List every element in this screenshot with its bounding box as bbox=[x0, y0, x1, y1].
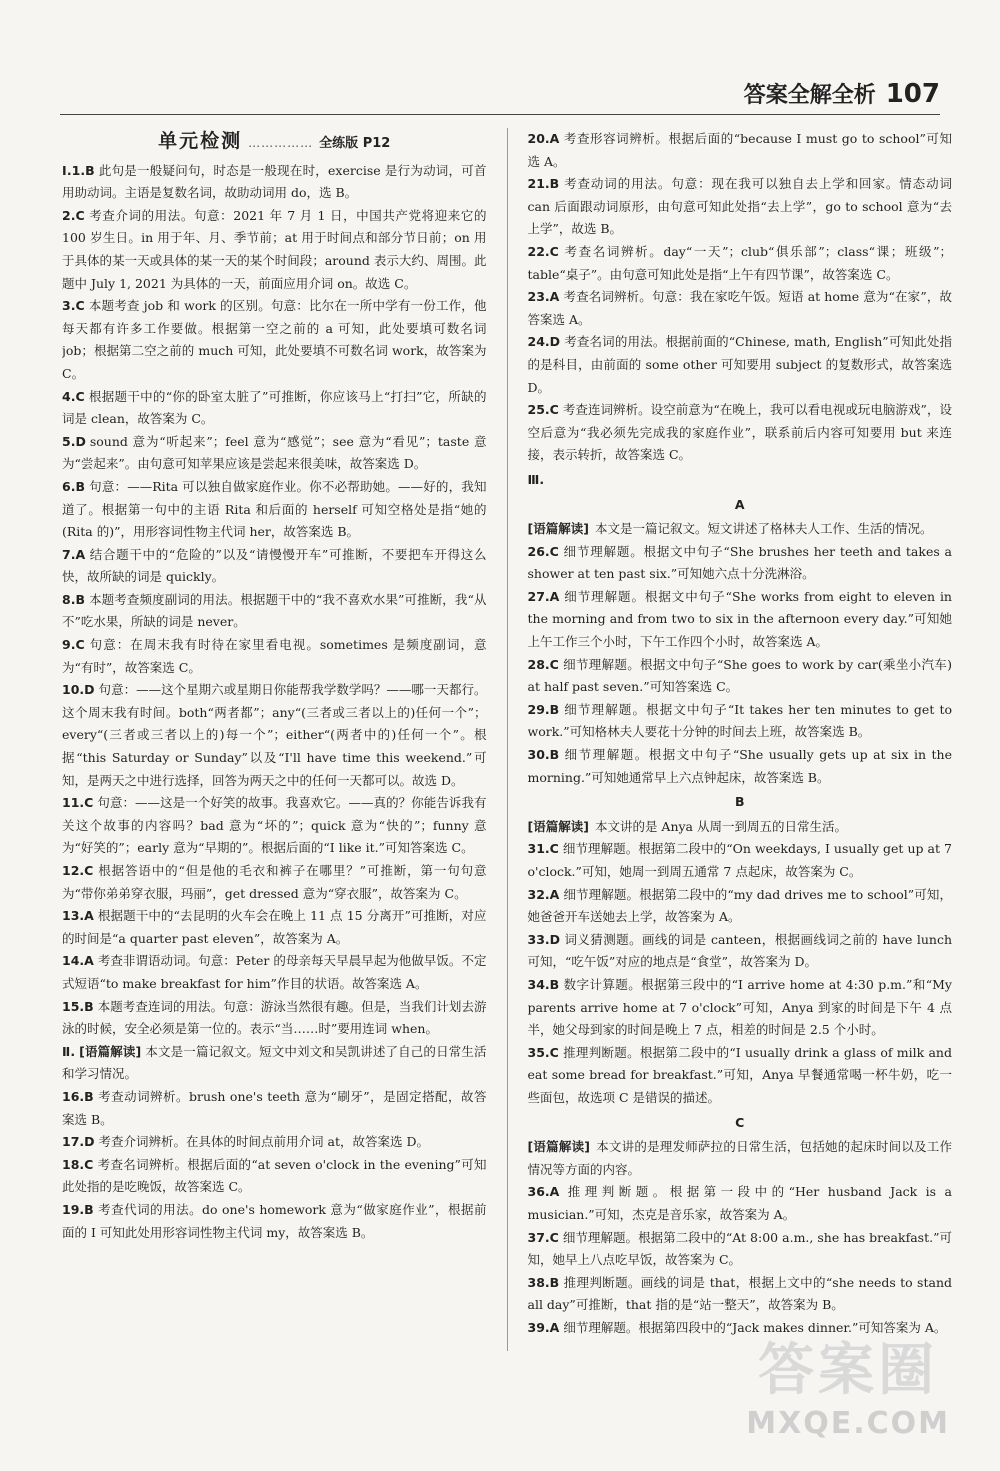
answer-number: 13.A bbox=[62, 908, 94, 924]
watermark-url: MXQE.COM bbox=[746, 1406, 950, 1441]
passage-b-label: B bbox=[734, 794, 745, 810]
answer-text: 考查形容词辨析。根据后面的“because I must go to school”可知选 A。 bbox=[527, 131, 952, 169]
answer-text: 根据题干中的“你的卧室太脏了”可推断，你应该马上“打扫”它，所缺的词是 clean，故答案为 C。 bbox=[62, 388, 487, 427]
answer-entry bbox=[528, 331, 953, 399]
answer-text: 考查连词辨析。设空前意为“在晚上，我可以看电视或玩电脑游戏”，设空后意为“我必须先完成我的家庭作业”，联系前后内容可知要用 but 来连接，表示转折，故答案选 C。 bbox=[527, 402, 952, 463]
answer-number: 19.B bbox=[62, 1201, 94, 1217]
answer-entry bbox=[528, 838, 953, 883]
answer-text: 词义猜测题。画线的词是 canteen，根据画线词之前的 have lunch 可知，“吃午饭”对应的地点是“食堂”，故答案为 D。 bbox=[527, 931, 952, 970]
answer-text: 细节理解题。根据文中句子“She goes to work by car(乘坐小汽车) at half past seven.”可知答案选 C。 bbox=[527, 656, 952, 695]
answer-number: 28.C bbox=[527, 656, 559, 672]
answer-text: sound 意为“听起来”；feel 意为“感觉”；see 意为“看见”；taste 意为“尝起来”。由句意可知苹果应该是尝起来很美味，故答案选 D。 bbox=[62, 433, 487, 472]
section-heading bbox=[62, 130, 487, 156]
section-title: 单元检测 bbox=[158, 130, 243, 152]
answer-text: 细节理解题。根据第二段中的“my dad drives me to school”可知，她爸爸开车送她去上学，故答案为 A。 bbox=[527, 886, 952, 925]
answer-text: 考查介词的用法。句意：2021 年 7 月 1 日，中国共产党将迎来它的 100 岁生日。in 用于年、月、季节前；at 用于时间点和部分节日前；on 用于具体的某一天或具体的某一天的某个时间段；around 表示大约、周围。此题中 July 1, 2021 为具体的一天，前面应用介词 on。故选 C。 bbox=[62, 207, 487, 291]
answer-entry bbox=[62, 160, 487, 205]
answer-number: 15.B bbox=[62, 998, 94, 1014]
answer-entry bbox=[528, 399, 953, 467]
section-ref: 全练版 P12 bbox=[319, 136, 391, 151]
answer-number: 25.C bbox=[527, 402, 559, 418]
right-top-entries bbox=[528, 128, 953, 467]
answer-number: 8.B bbox=[62, 591, 85, 607]
answer-number: 29.B bbox=[527, 701, 560, 717]
analysis-a-text: 本文是一篇记叙文。短文讲述了格林夫人工作、生活的情况。 bbox=[594, 521, 933, 537]
answer-text: 句意：——Rita 可以独自做家庭作业。你不必帮助她。——好的，我知道了。根据第一句中的主语 Rita 和后面的 herself 可知空格处是指“她的(Rita 的)”，用形容词性物主代词 her，故答案选 B。 bbox=[62, 478, 487, 540]
answer-text: 细节理解题。根据文中句子“It takes her ten minutes to get to work.”可知格林夫人要花十分钟的时间去上班，故答案选 B。 bbox=[527, 701, 952, 740]
answer-text: 细节理解题。根据文中句子“She works from eight to eleven in the morning and from two to six in the afternoon every day.”可知她上午工作三个小时，下午工作四个小时，故答案选 A。 bbox=[527, 588, 952, 650]
answer-text: 数字计算题。根据第三段中的“I arrive home at 4:30 p.m.”和“My parents arrive home at 7 o'clock”可知，Anya 到家的时间是下午 4 点半，她父母到家的时间是晚上 7 点，相差的时间是 2.5 个小时。 bbox=[527, 976, 952, 1038]
answer-number: 34.B bbox=[527, 976, 560, 992]
analysis-c-text: 本文讲的是理发师萨拉的日常生活，包括她的起床时间以及工作情况等方面的内容。 bbox=[527, 1139, 952, 1177]
answer-number: 3.C bbox=[62, 298, 85, 314]
answer-number: 33.D bbox=[527, 931, 561, 947]
answer-entry bbox=[528, 128, 953, 173]
answer-number: 27.A bbox=[527, 588, 560, 604]
answer-entry bbox=[528, 929, 953, 974]
answer-text: 考查名词的用法。根据前面的“Chinese, math, English”可知此处指的是科目，由前面的 some other 可知要用 subject 的复数形式，故答案选 D。 bbox=[527, 334, 952, 395]
answer-entry bbox=[62, 996, 487, 1041]
answer-number: Ⅰ.1.B bbox=[62, 162, 95, 178]
answer-text: 推理判断题。根据第二段中的“I usually drink a glass of milk and eat some bread for breakfast.”可知，Anya 早餐通常喝一杯牛奶，吃一些面包，故选项 C 是错误的描述。 bbox=[527, 1044, 952, 1105]
analysis-b bbox=[528, 816, 953, 839]
answer-entry bbox=[62, 792, 487, 860]
answer-text: 推理判断题。画线的词是 that，根据上文中的“she needs to stand all day”可推断，that 指的是“站一整天”，故答案为 B。 bbox=[527, 1274, 952, 1313]
answer-entry bbox=[62, 589, 487, 634]
answer-number: 22.C bbox=[527, 243, 559, 259]
answer-entry bbox=[528, 1181, 953, 1226]
page-number: 107 bbox=[885, 79, 940, 109]
answer-number: 26.C bbox=[527, 543, 559, 559]
answer-text: 考查动词辨析。brush one's teeth 意为“刷牙”，是固定搭配，故答案选 B。 bbox=[62, 1088, 487, 1127]
answer-entry bbox=[62, 1199, 487, 1244]
answer-text: 细节理解题。根据文中句子“She usually gets up at six in the morning.”可知她通常早上六点钟起床，故答案选 B。 bbox=[527, 747, 952, 785]
answer-number: 11.C bbox=[62, 795, 94, 811]
answer-text: 根据答语中的“但是他的毛衣和裤子在哪里？”可推断，第一句句意为“带你弟弟穿衣服，玛丽”，get dressed 意为“穿衣服”，故答案为 C。 bbox=[62, 863, 487, 901]
answer-entry bbox=[62, 905, 487, 950]
left-entries bbox=[62, 160, 487, 1245]
answer-text: 根据题干中的“去昆明的火车会在晚上 11 点 15 分离开”可推断，对应的时间是“a quarter past eleven”，故答案为 A。 bbox=[62, 908, 487, 946]
answer-text: 考查非谓语动词。句意：Peter 的母亲每天早晨早起为他做早饭。不定式短语“to make breakfast for him”作目的状语。故答案选 A。 bbox=[62, 953, 487, 991]
answer-entry bbox=[62, 544, 487, 589]
answer-number: 21.B bbox=[527, 176, 560, 192]
answer-text: 此句是一般疑问句，时态是一般现在时，exercise 是行为动词，可首用助动词。主语是复数名词，故助动词用 do，选 B。 bbox=[62, 162, 487, 201]
answer-number: 7.A bbox=[62, 546, 86, 562]
right-column bbox=[528, 128, 953, 1351]
passage-analysis-tag: [语篇解读] bbox=[79, 1043, 142, 1059]
passage-b-entries bbox=[528, 838, 953, 1109]
answer-text: 考查介词辨析。在具体的时间点前用介词 at，故答案选 D。 bbox=[98, 1134, 429, 1150]
header-rule bbox=[60, 114, 940, 115]
analysis-b-text: 本文讲的是 Anya 从周一到周五的日常生活。 bbox=[594, 818, 847, 834]
answer-entry bbox=[62, 386, 487, 431]
passage-a-label: A bbox=[734, 496, 745, 512]
answer-number: 18.C bbox=[62, 1156, 94, 1172]
answer-entry bbox=[62, 476, 487, 544]
answer-entry bbox=[528, 286, 953, 331]
answer-number: 16.B bbox=[62, 1088, 94, 1104]
answer-number: 23.A bbox=[527, 289, 560, 305]
answer-text: 本文是一篇记叙文。短文中刘文和吴凯讲述了自己的日常生活和学习情况。 bbox=[62, 1043, 487, 1082]
answer-text: 考查名词辨析。day“一天”；club“俱乐部”；class“课；班级”；table“桌子”。由句意可知此处是指“上午有四节课”，故答案选 C。 bbox=[527, 243, 952, 282]
answer-number: 17.D bbox=[62, 1134, 95, 1150]
answer-entry bbox=[528, 1227, 953, 1272]
answer-number: 35.C bbox=[527, 1044, 559, 1060]
column-divider bbox=[507, 128, 508, 1351]
left-column bbox=[62, 128, 487, 1351]
answer-entry bbox=[62, 1154, 487, 1199]
answer-entry bbox=[528, 884, 953, 929]
answer-text: 本题考查连词的用法。句意：游泳当然很有趣。但是，当我们计划去游泳的时候，安全必须是第一位的。表示“当……时”要用连词 when。 bbox=[62, 998, 487, 1037]
header-title: 答案全解全析 bbox=[743, 83, 876, 108]
answer-entry bbox=[528, 1272, 953, 1317]
answer-entry bbox=[528, 974, 953, 1042]
answer-number: 24.D bbox=[527, 334, 561, 350]
page-header bbox=[744, 78, 940, 109]
answer-number: 36.A bbox=[527, 1184, 560, 1200]
analysis-a-tag: [语篇解读] bbox=[527, 521, 589, 537]
answer-entry bbox=[62, 679, 487, 792]
watermark bbox=[746, 1326, 950, 1441]
passage-c-label: C bbox=[735, 1114, 745, 1130]
answer-number: 9.C bbox=[62, 637, 85, 653]
answer-entry bbox=[62, 1041, 487, 1086]
answer-entry bbox=[62, 950, 487, 995]
answer-number: 2.C bbox=[62, 207, 85, 223]
answer-entry bbox=[62, 860, 487, 905]
answer-text: 句意：在周末我有时待在家里看电视。sometimes 是频度副词，意为“有时”，故答案选 C。 bbox=[62, 637, 487, 675]
answer-number: 14.A bbox=[62, 953, 94, 969]
part-three-label: Ⅲ. bbox=[527, 471, 545, 487]
analysis-b-tag: [语篇解读] bbox=[527, 818, 589, 834]
answer-entry bbox=[528, 241, 953, 286]
answer-number: 38.B bbox=[527, 1274, 560, 1290]
answer-text: 考查动词的用法。句意：现在我可以独自去上学和回家。情态动词 can 后面跟动词原形，由句意可知此处指“去上学”，go to school 意为“去上学”，故选 B。 bbox=[527, 176, 952, 237]
answer-number: 32.A bbox=[527, 886, 560, 902]
answer-text: 句意：——这是一个好笑的故事。我喜欢它。——真的？你能告诉我有关这个故事的内容吗？bad 意为“坏的”；quick 意为“快的”；funny 意为“好笑的”；early 意为“早期的”。根据后面的“I like it.”可知答案选 C。 bbox=[62, 795, 487, 856]
answer-text: 细节理解题。根据第二段中的“On weekdays, I usually get up at 7 o'clock.”可知，她周一到周五通常 7 点起床，故答案为 C。 bbox=[527, 841, 952, 879]
answer-text: 考查名词辨析。根据后面的“at seven o'clock in the evening”可知此处指的是吃晚饭，故答案选 C。 bbox=[62, 1156, 487, 1195]
answer-number: 12.C bbox=[62, 863, 94, 878]
answer-entry bbox=[528, 654, 953, 699]
answer-text: 推理判断题。根据第一段中的“Her husband Jack is a musician.”可知，杰克是音乐家，故答案为 A。 bbox=[527, 1184, 952, 1222]
answer-text: 考查代词的用法。do one's homework 意为“做家庭作业”，根据前面的 I 可知此处用形容词性物主代词 my，故答案选 B。 bbox=[62, 1201, 487, 1240]
answer-number: 4.C bbox=[62, 388, 85, 404]
analysis-a bbox=[528, 518, 953, 541]
analysis-c bbox=[528, 1136, 953, 1181]
answer-number: 39.A bbox=[527, 1319, 560, 1335]
answer-entry bbox=[528, 699, 953, 744]
answer-entry bbox=[62, 205, 487, 295]
answer-entry bbox=[528, 586, 953, 654]
watermark-logo: 答案圈 bbox=[758, 1338, 939, 1403]
answer-text: 细节理解题。根据第四段中的“Jack makes dinner.”可知答案为 A。 bbox=[563, 1319, 947, 1335]
answer-entry bbox=[62, 634, 487, 679]
answer-entry bbox=[528, 541, 953, 586]
section-dots: …………… bbox=[248, 136, 314, 150]
analysis-c-tag: [语篇解读] bbox=[527, 1139, 590, 1155]
answer-entry bbox=[62, 1131, 487, 1154]
answer-entry bbox=[528, 744, 953, 789]
answer-text: 句意：——这个星期六或星期日你能帮我学数学吗？——哪一天都行。这个周末我有时间。both“两者都”；any“(三者或三者以上的)任何一个”；every“(三者或三者以上的)每一个”；either“(两者中的)任何一个”。根据“this Saturday or Sunday”以及“I'll have time this weekend.”可知，是两天之中进行选择，回答为两天之中的任何一天都可以。故选 D。 bbox=[62, 682, 487, 788]
answer-entry bbox=[528, 1042, 953, 1110]
answer-number: 6.B bbox=[62, 478, 85, 494]
answer-entry bbox=[62, 295, 487, 385]
answer-number: 30.B bbox=[527, 747, 560, 763]
answer-number: 5.D bbox=[62, 433, 86, 449]
answer-text: 细节理解题。根据文中句子“She brushes her teeth and takes a shower at ten past six.”可知她六点十分洗淋浴。 bbox=[527, 543, 952, 582]
answer-text: 本题考查 job 和 work 的区别。句意：比尔在一所中学有一份工作，他每天都有许多工作要做。根据第一空之前的 a 可知，此处要填可数名词 job；根据第二空之前的 much 可知，此处要填不可数名词 work，故答案为 C。 bbox=[62, 298, 487, 381]
answer-entry bbox=[62, 1086, 487, 1131]
answer-number: 20.A bbox=[527, 131, 560, 146]
passage-a-entries bbox=[528, 541, 953, 790]
passage-c-entries bbox=[528, 1181, 953, 1339]
answer-text: 细节理解题。根据第二段中的“At 8:00 a.m., she has breakfast.”可知，她早上八点吃早饭，故答案为 C。 bbox=[527, 1229, 952, 1268]
answer-entry bbox=[528, 173, 953, 241]
content-columns bbox=[62, 128, 952, 1351]
answer-text: 本题考查频度副词的用法。根据题干中的“我不喜欢水果”可推断，我“从不”吃水果，所缺的词是 never。 bbox=[62, 591, 487, 630]
answer-number: 37.C bbox=[527, 1229, 559, 1245]
answer-number: 10.D bbox=[62, 682, 95, 698]
answer-text: 考查名词辨析。句意：我在家吃午饭。短语 at home 意为“在家”，故答案选 A。 bbox=[527, 289, 952, 327]
answer-text: 结合题干中的“危险的”以及“请慢慢开车”可推断，不要把车开得这么快，故所缺的词是 quickly。 bbox=[62, 546, 487, 585]
answer-entry bbox=[62, 431, 487, 476]
answer-number: 31.C bbox=[527, 841, 559, 857]
answer-number: Ⅱ. bbox=[62, 1043, 76, 1059]
